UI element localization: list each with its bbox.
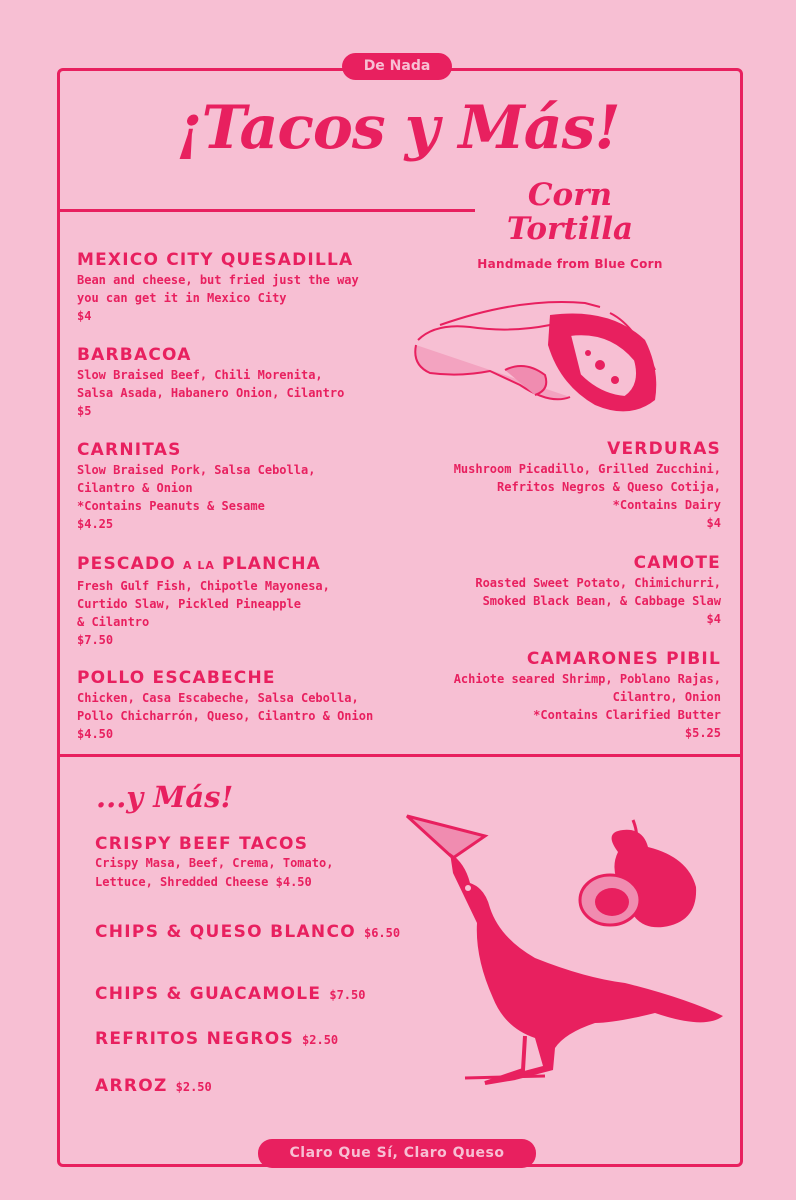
item-price: $4 — [706, 612, 721, 626]
hand-holding-taco-icon — [410, 285, 675, 425]
item-name: POLLO ESCABECHE — [77, 668, 276, 688]
item-name: ARROZ — [95, 1076, 168, 1096]
restaurant-badge: De Nada — [342, 53, 452, 80]
menu-item-verduras — [391, 438, 721, 532]
item-name: MEXICO CITY QUESADILLA — [77, 250, 354, 270]
item-name-part: PLANCHA — [222, 554, 321, 574]
menu-item-barbacoa — [77, 344, 407, 420]
item-price: $4 — [77, 309, 92, 323]
section-divider — [57, 754, 740, 757]
item-name-part: A LA — [183, 559, 215, 572]
item-name: BARBACOA — [77, 345, 192, 365]
menu-item-carnitas — [77, 439, 407, 533]
item-name: REFRITOS NEGROS — [95, 1029, 295, 1049]
menu-item-crispy-beef-tacos — [95, 834, 333, 892]
item-description: Roasted Sweet Potato, Chimichurri, Smoked Black Bean, & Cabbage Slaw — [475, 576, 721, 608]
item-price: $4.25 — [77, 517, 114, 531]
item-price: $5.25 — [684, 726, 721, 740]
menu-item-mexico-city-quesadilla — [77, 249, 407, 325]
menu-item-chips-guacamole — [95, 984, 365, 1004]
menu-item-pollo-escabeche — [77, 667, 407, 743]
item-name: CHIPS & GUACAMOLE — [95, 984, 322, 1004]
item-name: CARNITAS — [77, 440, 182, 460]
item-name: CRISPY BEEF TACOS — [95, 834, 309, 854]
bird-with-chip-icon — [405, 808, 730, 1093]
item-price: $7.50 — [329, 988, 366, 1002]
item-price: $2.50 — [302, 1033, 339, 1047]
item-price: $4.50 — [77, 727, 114, 741]
item-name: CHIPS & QUESO BLANCO — [95, 922, 356, 942]
item-name-part: PESCADO — [77, 554, 176, 574]
item-name: VERDURAS — [607, 439, 721, 459]
item-name — [77, 553, 407, 577]
page-title: ¡Tacos y Más! — [176, 93, 620, 163]
menu-item-chips-queso-blanco — [95, 922, 400, 942]
title-divider — [57, 209, 475, 212]
corn-title-line1: Corn — [527, 177, 613, 213]
item-description: Bean and cheese, but fried just the way you can get it in Mexico City — [77, 273, 359, 305]
item-price: $7.50 — [77, 633, 114, 647]
menu-item-camote — [391, 552, 721, 628]
item-allergen-note: *Contains Dairy — [612, 498, 721, 512]
item-description: Fresh Gulf Fish, Chipotle Mayonesa, Curtido Slaw, Pickled Pineapple & Cilantro — [77, 579, 330, 629]
menu-item-arroz — [95, 1076, 212, 1096]
item-description: Crispy Masa, Beef, Crema, Tomato, Lettuce, Shredded Cheese $4.50 — [95, 856, 334, 889]
item-allergen-note: *Contains Peanuts & Sesame — [77, 499, 265, 513]
corn-tortilla-heading — [478, 178, 662, 246]
item-price: $6.50 — [363, 926, 401, 940]
item-price: $5 — [77, 404, 92, 418]
item-price: $4 — [706, 516, 721, 530]
menu-item-pescado-a-la-plancha — [77, 553, 407, 649]
footer-badge: Claro Que Sí, Claro Queso — [258, 1139, 536, 1168]
item-name: CAMOTE — [633, 553, 721, 573]
menu-item-refritos-negros — [95, 1029, 338, 1049]
menu-item-camarones-pibil — [391, 648, 721, 742]
item-description: Slow Braised Beef, Chili Morenita, Salsa Asada, Habanero Onion, Cilantro — [77, 368, 345, 400]
corn-title-line2: Tortilla — [506, 211, 634, 247]
item-name: CAMARONES PIBIL — [526, 649, 721, 669]
corn-subtitle: Handmade from Blue Corn — [477, 257, 663, 271]
item-price: $2.50 — [175, 1080, 212, 1094]
item-description: Slow Braised Pork, Salsa Cebolla, Cilantro & Onion — [77, 463, 316, 495]
mas-section-title: ...y Más! — [96, 780, 234, 814]
item-allergen-note: *Contains Clarified Butter — [533, 708, 721, 722]
item-description: Mushroom Picadillo, Grilled Zucchini, Refritos Negros & Queso Cotija, — [453, 462, 721, 494]
item-description: Chicken, Casa Escabeche, Salsa Cebolla, Pollo Chicharrón, Queso, Cilantro & Onion — [77, 691, 374, 723]
item-description: Achiote seared Shrimp, Poblano Rajas, Cilantro, Onion — [453, 672, 721, 704]
